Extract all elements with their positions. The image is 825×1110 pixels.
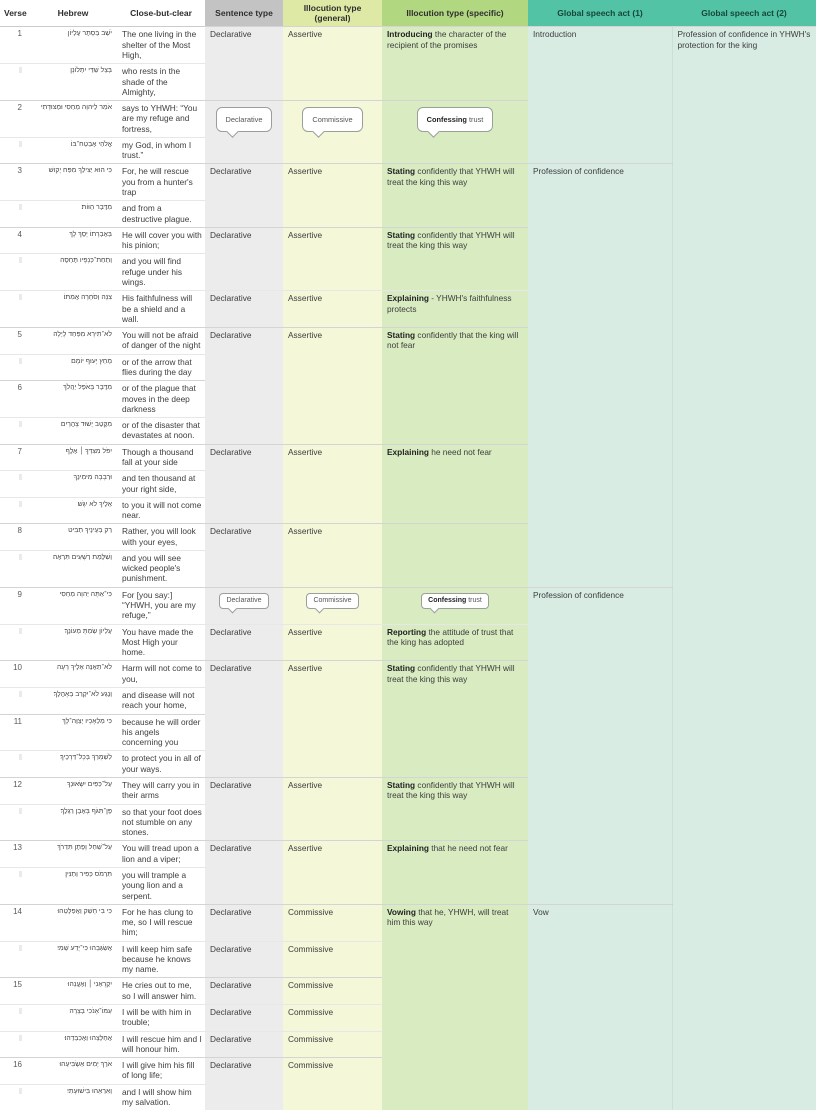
- speech-bubble: [219, 593, 268, 610]
- column-header-sentence-type: Sentence type: [205, 0, 283, 27]
- hebrew-text: וְאַרְאֵהוּ בִּישׁוּעָתִי׃: [29, 1084, 117, 1110]
- translation-text: His faithfulness will be a shield and a wall.: [117, 291, 205, 328]
- illocution-keyword: Reporting: [387, 626, 427, 637]
- hebrew-text: וְתַחַת־כְּנָפָיו תֶּחְסֶה: [29, 254, 117, 291]
- illocution-general-cell: [283, 524, 382, 587]
- translation-text: and you will find refuge under his wings.: [117, 254, 205, 291]
- illocution-general-cell: [283, 291, 382, 328]
- illocution-specific-cell: [382, 777, 528, 840]
- cell-label: Commissive: [288, 980, 334, 991]
- cell-label: Declarative: [210, 1033, 252, 1044]
- translation-text: He cries out to me, so I will answer him.: [117, 978, 205, 1005]
- illocution-general-cell: [283, 941, 382, 978]
- sentence-type-cell: [205, 841, 283, 904]
- verse-number: 1: [0, 27, 29, 64]
- illocution-description: the attitude of trust that the king has adopted: [387, 626, 514, 647]
- cell-label: Declarative: [210, 906, 252, 917]
- cell-label: Assertive: [288, 663, 323, 674]
- illocution-keyword: Confessing: [426, 115, 467, 125]
- verse-number: [0, 751, 29, 778]
- verse-number: 7: [0, 444, 29, 471]
- illocution-keyword: Stating: [387, 779, 416, 790]
- illocution-general-cell: [283, 777, 382, 840]
- verse-number: [0, 688, 29, 715]
- illocution-general-cell: [283, 587, 382, 624]
- illocution-description: confidently that the king will not fear: [387, 330, 519, 351]
- cell-label: Commissive: [288, 906, 334, 917]
- sentence-type-cell: [205, 661, 283, 778]
- hebrew-text: בְּאֶבְרָתוֹ יָסֶךְ לָךְ: [29, 227, 117, 254]
- illocution-specific-cell: [382, 624, 528, 661]
- cell-label: Assertive: [288, 446, 323, 457]
- verse-number: [0, 291, 29, 328]
- column-header-close-but-clear: Close-but-clear: [117, 0, 205, 27]
- translation-text: Harm will not come to you,: [117, 661, 205, 688]
- cell-label: Commissive: [313, 596, 352, 604]
- verse-number: 15: [0, 978, 29, 1005]
- illocution-general-cell: [283, 1005, 382, 1032]
- sentence-type-cell: [205, 1031, 283, 1058]
- hebrew-text: יִקְרָאֵנִי ׀ וְאֶעֱנֵהוּ: [29, 978, 117, 1005]
- illocution-keyword: Stating: [387, 663, 416, 674]
- hebrew-text: צִנָּה וְסֹחֵרָה אֲמִתּוֹ׃: [29, 291, 117, 328]
- hebrew-text: לֹא־תְאֻנֶּה אֵלֶיךָ רָעָה: [29, 661, 117, 688]
- illocution-general-cell: [283, 1058, 382, 1110]
- illocution-keyword: Stating: [387, 330, 416, 341]
- cell-label: Declarative: [210, 980, 252, 991]
- translation-text: Rather, you will look with your eyes,: [117, 524, 205, 551]
- translation-text: For, he will rescue you from a hunter's trap: [117, 164, 205, 201]
- sentence-type-cell: [205, 941, 283, 978]
- hebrew-text: כִּי מַלְאָכָיו יְצַוֶּה־לָּךְ: [29, 714, 117, 751]
- hebrew-text: כִּי הוּא יַצִּילְךָ מִפַּח יָקוּשׁ: [29, 164, 117, 201]
- cell-label: Assertive: [288, 779, 323, 790]
- hebrew-text: בְּצֵל שַׁדַּי יִתְלוֹנָן׃: [29, 64, 117, 101]
- translation-text: I will rescue him and I will honour him.: [117, 1031, 205, 1058]
- column-header-illocution-specific: Illocution type (specific): [382, 0, 528, 27]
- translation-text: who rests in the shade of the Almighty,: [117, 64, 205, 101]
- translation-text: I will give him his fill of long life;: [117, 1058, 205, 1085]
- cell-label: Declarative: [210, 663, 252, 674]
- illocution-specific-cell: [382, 841, 528, 904]
- translation-text: and disease will not reach your home,: [117, 688, 205, 715]
- illocution-keyword: Introducing: [387, 29, 433, 40]
- illocution-specific-cell: [382, 444, 528, 524]
- cell-label: Declarative: [210, 779, 252, 790]
- translation-text: and ten thousand at your right side,: [117, 471, 205, 498]
- cell-label: Profession of confidence in YHWH's protection for the king: [677, 29, 811, 50]
- translation-text: For he has clung to me, so I will rescue him;: [117, 904, 205, 941]
- sentence-type-cell: [205, 587, 283, 624]
- verse-number: [0, 1031, 29, 1058]
- cell-label: Declarative: [210, 166, 252, 177]
- hebrew-text: תִּרְמֹס כְּפִיר וְתַנִּין׃: [29, 867, 117, 904]
- cell-label: Declarative: [225, 115, 263, 125]
- verse-number: [0, 137, 29, 164]
- hebrew-text: מִדֶּבֶר בָּאֹפֶל יַהֲלֹךְ: [29, 381, 117, 418]
- verse-number: [0, 1084, 29, 1110]
- cell-label: Commissive: [288, 1033, 334, 1044]
- verse-number: [0, 418, 29, 445]
- illocution-keyword: Explaining: [387, 843, 429, 854]
- translation-text: to protect you in all of your ways.: [117, 751, 205, 778]
- cell-label: Assertive: [288, 293, 323, 304]
- illocution-specific-cell: [382, 164, 528, 227]
- illocution-specific-cell: [382, 904, 528, 1110]
- translation-text: you will trample a young lion and a serpent.: [117, 867, 205, 904]
- table-row: [0, 27, 816, 64]
- sentence-type-cell: [205, 101, 283, 164]
- hebrew-text: וְנֶגַע לֹא־יִקְרַב בְּאָהֳלֶךָ׃: [29, 688, 117, 715]
- illocution-description: trust: [466, 596, 482, 604]
- cell-label: Declarative: [210, 943, 252, 954]
- cell-label: Declarative: [210, 229, 252, 240]
- cell-label: Assertive: [288, 330, 323, 341]
- cell-label: Commissive: [312, 115, 353, 125]
- illocution-general-cell: [283, 328, 382, 445]
- translation-text: Though a thousand fall at your side: [117, 444, 205, 471]
- cell-label: Assertive: [288, 166, 323, 177]
- sentence-type-cell: [205, 1058, 283, 1110]
- header-row: [0, 0, 816, 27]
- hebrew-text: מִדֶּבֶר הַוּוֹת׃: [29, 201, 117, 228]
- illocution-keyword: Explaining: [387, 293, 429, 304]
- translation-text: so that your foot does not stumble on any stones.: [117, 804, 205, 841]
- hebrew-text: לֹא־תִירָא מִפַּחַד לָיְלָה: [29, 328, 117, 355]
- translation-text: For [you say:] “YHWH, you are my refuge,”: [117, 587, 205, 624]
- verse-number: 10: [0, 661, 29, 688]
- illocution-description: trust: [466, 115, 484, 125]
- translation-text: You have made the Most High your home.: [117, 624, 205, 661]
- verse-number: 8: [0, 524, 29, 551]
- cell-label: Declarative: [210, 1007, 252, 1018]
- translation-text: or of the arrow that flies during the day: [117, 354, 205, 381]
- illocution-description: confidently that YHWH will treat the king this way: [387, 166, 515, 187]
- illocution-description: - YHWH's faithfulness protects: [387, 293, 512, 314]
- illocution-description: that he need not fear: [428, 843, 508, 854]
- sentence-type-cell: [205, 904, 283, 941]
- illocution-description: that he, YHWH, will treat him this way: [387, 906, 509, 928]
- translation-text: my God, in whom I trust.”: [117, 137, 205, 164]
- illocution-general-cell: [283, 661, 382, 778]
- cell-label: Declarative: [210, 843, 252, 854]
- illocution-general-cell: [283, 227, 382, 290]
- illocution-general-cell: [283, 27, 382, 101]
- translation-text: I will keep him safe because he knows my name.: [117, 941, 205, 978]
- global-speech-act-1-cell: [528, 27, 672, 164]
- illocution-general-cell: [283, 444, 382, 524]
- cell-label: Declarative: [210, 1060, 252, 1071]
- verse-number: [0, 867, 29, 904]
- illocution-specific-cell: [382, 27, 528, 101]
- global-speech-act-1-cell: [528, 164, 672, 587]
- hebrew-text: אֲשַׂגְּבֵהוּ כִּי־יָדַע שְׁמִי׃: [29, 941, 117, 978]
- speech-bubble: [421, 593, 489, 610]
- illocution-specific-cell: [382, 227, 528, 290]
- cell-label: Commissive: [288, 1060, 334, 1071]
- global-speech-act-1-cell: [528, 904, 672, 1110]
- verse-number: [0, 201, 29, 228]
- cell-label: Vow: [533, 906, 549, 917]
- illocution-specific-cell: [382, 587, 528, 624]
- hebrew-text: אֲחַלְּצֵהוּ וַאֲכַבְּדֵהוּ׃: [29, 1031, 117, 1058]
- cell-label: Declarative: [210, 29, 252, 40]
- illocution-keyword: Confessing: [428, 596, 467, 604]
- hebrew-text: מֵחֵץ יָעוּף יוֹמָם׃: [29, 354, 117, 381]
- illocution-description: confidently that YHWH will treat the king this way: [387, 663, 515, 684]
- translation-text: He will cover you with his pinion;: [117, 227, 205, 254]
- translation-text: or of the disaster that devastates at noon.: [117, 418, 205, 445]
- cell-label: Commissive: [288, 943, 334, 954]
- cell-label: Assertive: [288, 29, 323, 40]
- cell-label: Declarative: [210, 330, 252, 341]
- verse-number: 12: [0, 777, 29, 804]
- speech-bubble: [302, 107, 362, 132]
- translation-text: and I will show him my salvation.: [117, 1084, 205, 1110]
- cell-label: Assertive: [288, 526, 323, 537]
- illocution-general-cell: [283, 101, 382, 164]
- cell-label: Assertive: [288, 626, 323, 637]
- speech-bubble: [417, 107, 494, 132]
- column-header-hebrew: Hebrew: [29, 0, 117, 27]
- sentence-type-cell: [205, 291, 283, 328]
- translation-text: says to YHWH: “You are my refuge and fortress,: [117, 101, 205, 138]
- cell-label: Declarative: [210, 526, 252, 537]
- verse-number: [0, 1005, 29, 1032]
- column-header-global-speech-act-1: Global speech act (1): [528, 0, 672, 27]
- translation-text: The one living in the shelter of the Most High,: [117, 27, 205, 64]
- hebrew-text: אֹמַר לַיהוָה מַחְסִי וּמְצוּדָתִי: [29, 101, 117, 138]
- hebrew-text: כִּי בִי חָשַׁק וַאֲפַלְּטֵהוּ: [29, 904, 117, 941]
- verse-number: 2: [0, 101, 29, 138]
- hebrew-text: מִקֶּטֶב יָשׁוּד צָהֳרָיִם׃: [29, 418, 117, 445]
- illocution-specific-cell: [382, 291, 528, 328]
- speech-bubble: [306, 593, 358, 610]
- illocution-general-cell: [283, 164, 382, 227]
- illocution-keyword: Vowing: [387, 906, 416, 917]
- cell-label: Introduction: [533, 29, 577, 40]
- sentence-type-cell: [205, 524, 283, 587]
- translation-text: because he will order his angels concerning you: [117, 714, 205, 751]
- hebrew-text: וְשִׁלֻּמַת רְשָׁעִים תִּרְאֶה׃: [29, 550, 117, 587]
- sentence-type-cell: [205, 328, 283, 445]
- translation-text: and you will see wicked people's punishment.: [117, 550, 205, 587]
- illocution-general-cell: [283, 841, 382, 904]
- translation-text: I will be with him in trouble;: [117, 1005, 205, 1032]
- illocution-general-cell: [283, 978, 382, 1005]
- illocution-description: he need not fear: [428, 446, 492, 457]
- verse-number: [0, 254, 29, 291]
- global-speech-act-2-cell: [672, 27, 816, 1110]
- hebrew-text: אֵלֶיךָ לֹא יִגָּשׁ׃: [29, 497, 117, 524]
- verse-number: 11: [0, 714, 29, 751]
- illocution-specific-cell: [382, 524, 528, 587]
- sentence-type-cell: [205, 27, 283, 101]
- illocution-description: confidently that YHWH will treat the king this way: [387, 229, 515, 251]
- sentence-type-cell: [205, 978, 283, 1005]
- hebrew-text: וּרְבָבָה מִימִינֶךָ: [29, 471, 117, 498]
- cell-label: Profession of confidence: [533, 166, 624, 177]
- verse-number: [0, 550, 29, 587]
- illocution-general-cell: [283, 904, 382, 941]
- hebrew-text: אֹרֶךְ יָמִים אַשְׂבִּיעֵהוּ: [29, 1058, 117, 1085]
- cell-label: Profession of confidence: [533, 589, 624, 600]
- column-header-global-speech-act-2: Global speech act (2): [672, 0, 816, 27]
- verse-number: 4: [0, 227, 29, 254]
- verse-number: [0, 497, 29, 524]
- verse-number: 5: [0, 328, 29, 355]
- translation-text: They will carry you in their arms: [117, 777, 205, 804]
- illocution-description: the character of the recipient of the promises: [387, 29, 507, 50]
- sentence-type-cell: [205, 777, 283, 840]
- cell-label: Assertive: [288, 229, 323, 240]
- illocution-general-cell: [283, 1031, 382, 1058]
- hebrew-text: אֱלֹהַי אֶבְטַח־בּוֹ׃: [29, 137, 117, 164]
- global-speech-act-1-cell: [528, 587, 672, 904]
- verse-number: 9: [0, 587, 29, 624]
- hebrew-text: כִּי־אַתָּה יְהוָה מַחְסִי: [29, 587, 117, 624]
- illocution-specific-cell: [382, 328, 528, 445]
- cell-label: Declarative: [226, 596, 262, 604]
- hebrew-text: לִשְׁמָרְךָ בְּכָל־דְּרָכֶיךָ׃: [29, 751, 117, 778]
- verse-number: [0, 354, 29, 381]
- translation-text: You will tread upon a lion and a viper;: [117, 841, 205, 868]
- verse-number: 3: [0, 164, 29, 201]
- illocution-keyword: Explaining: [387, 446, 429, 457]
- sentence-type-cell: [205, 1005, 283, 1032]
- translation-text: or of the plague that moves in the deep darkness: [117, 381, 205, 418]
- hebrew-text: יִפֹּל מִצִּדְּךָ ׀ אֶלֶף: [29, 444, 117, 471]
- illocution-specific-cell: [382, 661, 528, 778]
- verse-number: 6: [0, 381, 29, 418]
- hebrew-text: פֶּן־תִּגֹּף בָּאֶבֶן רַגְלֶךָ׃: [29, 804, 117, 841]
- verse-number: [0, 64, 29, 101]
- hebrew-text: עַל־כַּפַּיִם יִשָּׂאוּנְךָ: [29, 777, 117, 804]
- column-header-illocution-general: Illocution type (general): [283, 0, 382, 27]
- verse-number: 13: [0, 841, 29, 868]
- verse-number: 14: [0, 904, 29, 941]
- verse-number: [0, 471, 29, 498]
- translation-text: and from a destructive plague.: [117, 201, 205, 228]
- cell-label: Declarative: [210, 293, 252, 304]
- hebrew-text: עִמּוֹ־אָנֹכִי בְצָרָה: [29, 1005, 117, 1032]
- sentence-type-cell: [205, 164, 283, 227]
- sentence-type-cell: [205, 624, 283, 661]
- sentence-type-cell: [205, 227, 283, 290]
- cell-label: Declarative: [210, 626, 252, 637]
- sentence-type-cell: [205, 444, 283, 524]
- translation-text: You will not be afraid of danger of the night: [117, 328, 205, 355]
- translation-text: to you it will not come near.: [117, 497, 205, 524]
- cell-label: Commissive: [288, 1007, 334, 1018]
- verse-number: [0, 804, 29, 841]
- speech-bubble: [216, 107, 273, 132]
- verse-number: 16: [0, 1058, 29, 1085]
- hebrew-text: עֶלְיוֹן שַׂמְתָּ מְעוֹנֶךָ׃: [29, 624, 117, 661]
- hebrew-text: עַל־שַׁחַל וָפֶתֶן תִּדְרֹךְ: [29, 841, 117, 868]
- table-body: [0, 27, 816, 1110]
- verse-number: [0, 624, 29, 661]
- illocution-keyword: Stating: [387, 229, 416, 240]
- illocution-keyword: Stating: [387, 166, 416, 177]
- illocution-specific-cell: [382, 101, 528, 164]
- cell-label: Declarative: [210, 446, 252, 457]
- column-header-verse: Verse: [0, 0, 29, 27]
- illocution-description: confidently that YHWH will treat the king this way: [387, 779, 515, 801]
- hebrew-text: יֹשֵׁב בְּסֵתֶר עֶלְיוֹן: [29, 27, 117, 64]
- illocution-general-cell: [283, 624, 382, 661]
- verse-number: [0, 941, 29, 978]
- hebrew-text: רַק בְּעֵינֶיךָ תַבִּיט: [29, 524, 117, 551]
- cell-label: Assertive: [288, 843, 323, 854]
